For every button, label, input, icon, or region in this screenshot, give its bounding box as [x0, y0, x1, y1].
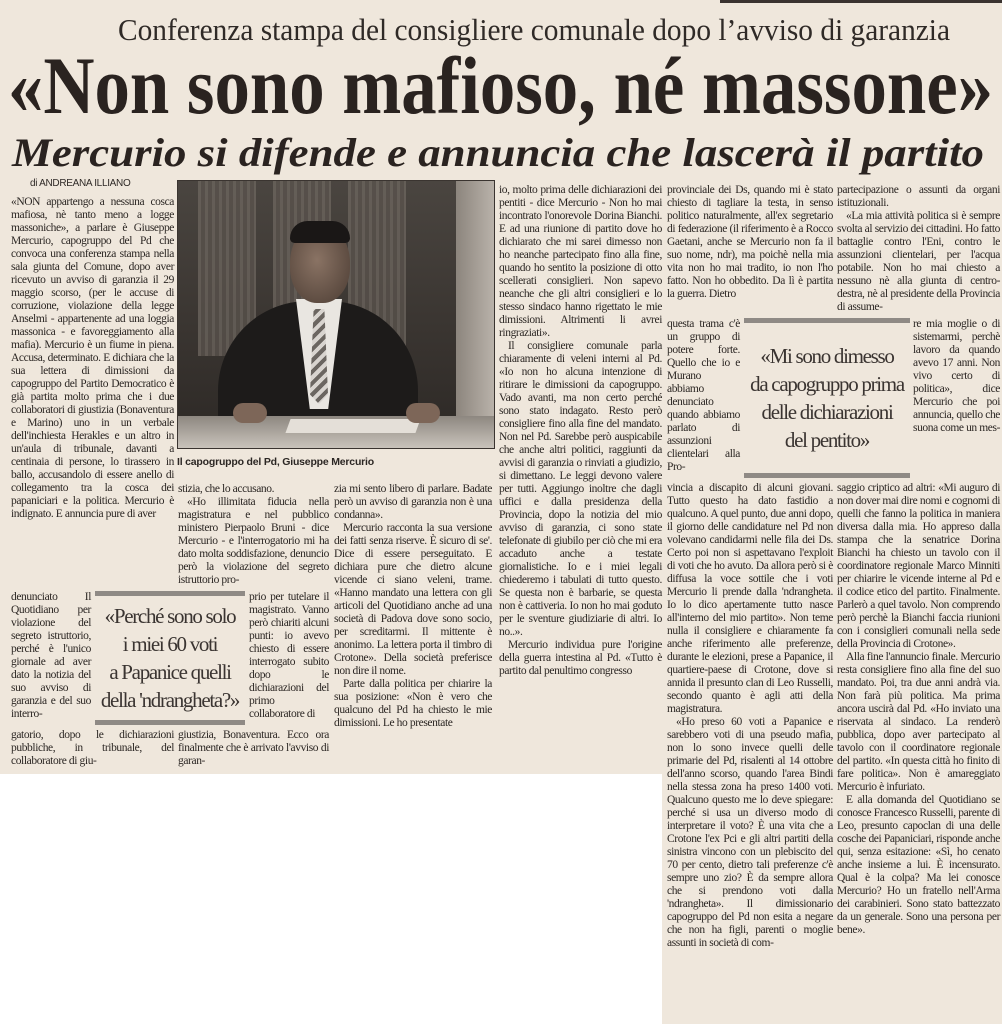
- paragraph: E alla domanda del Quotidiano se conosce Francesco Russelli, parente di Leo, presunto capoclan di una delle cosche dei Papaniciari, risponde anche qui, senza esitazione: «Sì, ho cenato anche insieme a lui. È incensurato. Qual è la colpa? Ma lei conosce Mercurio? Ho un fratello nell'Arma dei carabinieri. Sono stato battezzato da un generale. Sono una persona per bene».: [837, 794, 1000, 936]
- paragraph: «Ho illimitata fiducia nella magistratura e nel pubblico ministero Pierpaolo Bruni - dice Mercurio - e l'interrogatorio mi ha dato molta soddisfazione, denuncio però la violazione del segreto istruttorio pro-: [178, 496, 329, 586]
- paragraph: giustizia, Bonaventura. Ecco ora finalmente che è arrivato l'avviso di garan-: [178, 729, 329, 767]
- pull-quote-line: «Perché sono solo: [104, 604, 236, 628]
- column-6-narrow: [913, 318, 1000, 435]
- paragraph: Mercurio individua pure l'origine della guerra intestina al Pd. «Tutto è partito dal penultimo congresso: [499, 639, 662, 677]
- pull-quote-line: da capogruppo prima: [750, 372, 904, 396]
- pull-quote-line: delle dichiarazioni: [761, 400, 893, 424]
- paragraph: partecipazione o assunti da organi istituzionali.: [837, 184, 1000, 209]
- paragraph: io, molto prima delle dichiarazioni dei pentiti - dice Mercurio - Non ho mai incontrato l'onorevole Dorina Bianchi. E ad una riunione di partito dove ho dichiarato che mi sarei dimesso non ho neanche partecipato fino alla fine, quando ho sentito la posizione di otto scellerati consiglieri. Non sapevo neanche che gli altri consiglieri e lo stesso sindaco hanno rigettato le mie dimissioni. Altrimenti li avrei ringraziati».: [499, 184, 662, 339]
- pull-quote-line: i miei 60 voti: [122, 632, 218, 656]
- column-5-bottom: [667, 482, 833, 950]
- paragraph: Il consigliere comunale parla chiaramente di veleni interni al Pd. «Io non ho alcuna intenzione di ritirare le dimissioni da capogruppo. Vado avanti, ma non certo perché sono stato indagato. Resto però consigliere fino alla fine del mandato. Non nel Pd. Sarebbe però auspicabile che anche altri politici, raggiunti da avvisi di garanzia o rinviati a giudizio, si dimettano. Le leggi devono valere per tutti. Aggiungo inoltre che dagli uffici e dalla presidenza della Provincia, dopo la notizia del mio avviso di garanzia, ci sono state telefonate di giubilo per ciò che mi era accaduto anche a testate giornalistiche. Io e i miei legali chiederemo i tabulati di tutto questo. Se questa non è barbarie, se questa non è cattiveria. Io non ho mai goduto per le sventure giudiziarie di altri. Io no..».: [499, 340, 662, 638]
- blank-area: [0, 774, 662, 1024]
- byline: di ANDREANA ILLIANO: [30, 178, 131, 189]
- column-6-top: [837, 184, 1000, 314]
- paragraph: «La mia attività politica si è sempre svolta al servizio dei cittadini. Ho fatto battaglie contro l'Eni, contro le assunzioni clientelari, per l'acqua potabile. Non ho mai chiesto a nessuno nè alla giunta di centro-destra, nè al presidente della Provincia di assume-: [837, 210, 1000, 313]
- paragraph: prio per tutelare il magistrato. Vanno però chiariti alcuni punti: io avevo chiesto di essere interrogato subito dopo le dichiarazioni del primo collaboratore di: [249, 591, 329, 720]
- paragraph: Alla fine l'annuncio finale. Mercurio resta consigliere fino alla fine del suo mandato. Poi, tra due anni andrà via. Non farà più politica. Ma prima ancora uscirà dal Pd. «Ho inviato una riservata al sindaco. La renderò pubblica, dopo aver partecipato al tavolo con il coordinatore regionale del partito. «In questa città ho finito di fare politica». Non è amareggiato Mercurio è infuriato.: [837, 651, 1000, 793]
- pull-quote-line: «Mi sono dimesso: [760, 344, 894, 368]
- paragraph: re mia moglie o di sistemarmi, perchè lavoro da quando avevo 17 anni. Non vivo certo di politica», dice Mercurio che poi annuncia, quello che suona come un mes-: [913, 318, 1001, 434]
- article-header: [0, 0, 1002, 178]
- column-4: [499, 184, 662, 678]
- paragraph: gatorio, dopo le dichiarazioni pubbliche, in tribunale, del collaboratore di giu-: [11, 729, 174, 767]
- column-1-narrow: [11, 591, 91, 721]
- column-5-top: [667, 184, 833, 301]
- paragraph: Mercurio racconta la sua versione dei fatti senza riserve. È sicuro di se'. Dice di essere perseguitato. E dichiara pure che dietro alcune vicende ci siano veleni, trame. «Hanno mandato una lettera con gli articoli del Quotidiano anche ad una società di Padova dove sono socio, per screditarmi. Il mittente è anonimo. La lettera porta il timbro di Crotone». Della società preferisce non dire il nome.: [334, 522, 492, 677]
- pull-quote-line: del pentito»: [784, 428, 870, 452]
- paragraph: stizia, che lo accusano.: [178, 483, 275, 495]
- column-6-bottom: [837, 482, 1000, 937]
- column-2-narrow: [249, 591, 329, 721]
- paragraph: questa trama c'è un gruppo di potere forte. Quello che io e Murano abbiamo denunciato quando abbiamo parlato di assunzioni clientelari alla Pro-: [667, 318, 740, 473]
- paragraph: «Ho preso 60 voti a Papanice e sarebbero voti di una pseudo mafia, non lo sono invece quelli delle primarie del Pd, risalenti al 14 ottobre dell'anno scorso, quando l'area Bindi nella stessa zona ha preso 1400 voti. Qualcuno questo me lo deve spiegare: perché si usa un diverso modo di interpretare il voto? È una vita che a Crotone l'ex Pci e gli altri partiti della sinistra vincono con un plebiscito del 70 per cento, dietro tali preferenze c'è sempre uno zio? È da sempre allora che si prendono voti dalla 'ndrangheta». Il dimissionario capogruppo del Pd non esita a negare che non ha figli, parenti o moglie assunti in società di com-: [667, 716, 833, 949]
- paragraph: provinciale dei Ds, quando mi è stato chiesto di tagliare la testa, in senso politico naturalmente, all'ex segretario di federazione (il riferimento è a Rocco Gaetani, anche se Mercurio non fa il suo nome, ndr), ma poichè nella mia vita non ho mai tradito, io non l'ho fatto. Non ho obbedito. Da lì è partita la guerra. Dietro: [667, 184, 833, 300]
- column-2-bottom: [178, 729, 329, 768]
- column-1-bottom: [11, 729, 174, 768]
- subtitle: Mercurio si difende e annuncia che lascerà il partito: [10, 130, 984, 175]
- column-3: [334, 483, 492, 730]
- kicker: Conferenza stampa del consigliere comunale dopo l’avviso di garanzia: [118, 12, 951, 47]
- pull-quote-voti: [95, 591, 245, 725]
- paragraph: vincia a discapito di alcuni giovani. Tutto questo ha dato fastidio a qualcuno. A quel punto, due anni dopo, il giorno delle candidature nel Pd non volevano candidarmi nelle fila dei Ds. Certo poi non si aspettavano l'exploit di voti che ho avuto. Da allora però si è diffusa la voce sottile che i voti Mercurio li prende dalla 'ndrangheta. Io lo dico apertamente tutto nasce all'interno del mio partito». Non teme nulla il consigliere e chiaramente fa anche riferimento alle preferenze, durante le elezioni, prese a Papanice, il quartiere-paese di Crotone, dove si annida il presunto clan di Leo Russelli, secondo quanto è agli atti della magistratura.: [667, 482, 833, 715]
- photo-caption: Il capogruppo del Pd, Giuseppe Mercurio: [177, 456, 374, 468]
- pull-quote-line: a Papanice quelli: [109, 660, 231, 684]
- photo-giuseppe-mercurio: [177, 180, 495, 449]
- paragraph: Parte dalla politica per chiarire la sua posizione: «Non è vero che qualcuno del Pd ha chiesto le mie dimissioni. Le ho presentate: [334, 678, 492, 729]
- headline: «Non sono mafioso, né massone»: [8, 40, 993, 131]
- paragraph: zia mi sento libero di parlare. Badate però un avviso di garanzia non è una condanna».: [334, 483, 492, 521]
- column-5-narrow: [667, 318, 740, 474]
- paragraph: denunciato Il Quotidiano per violazione del segreto istruttorio, perché è l'unico giornale ad aver dato la notizia del suo avviso di garanzia e del suo interro-: [11, 591, 91, 720]
- pull-quote-line: della 'ndrangheta?»: [100, 688, 240, 712]
- paragraph: saggio criptico ad altri: «Mi auguro di non dover mai dire nomi e cognomi di quelli che fanno la politica in maniera diversa dalla mia. Ho appreso dalla stampa che la senatrice Dorina Bianchi ha chiesto un tavolo con il coordinatore regionale Marco Minniti per chiarire le vicende interne al Pd e il codice etico del partito. Finalmente. Parlerò a quel tavolo. Non comprendo però perchè la Bianchi faccia riunioni con i consiglieri comunali nella sede della Provincia di Crotone».: [837, 482, 1000, 650]
- paragraph: «NON appartengo a nessuna cosca mafiosa, nè tanto meno a logge massoniche», a parlare è Giuseppe Mercurio, capogruppo del Pd che convoca una conferenza stampa nella sala giunta del Comune, dopo aver ricevuto un avviso di garanzia il 29 maggio scorso, (per le accuse di corruzione, violazione della legge Anselmi - appartenente ad una loggia massonica - e favoreggiamento alla mafia). Mercurio è un fiume in piena. Accusa, determinato. E dichiara che la sua lettera di dimissioni da capogruppo del Partito Democratico è già partita molto prima che i due collaboratori di giustizia (Bonaventura e Marino) uno in un verbale dell'inchiesta Herakles e un altro in un'aula di tribunale, davanti a centinaia di persone, lo tirassero in ballo, accusandolo di essere anello di collegamento tra la cosca dei papaniciari e la politica. Mercurio è indignato. E annuncia pure di aver: [11, 196, 174, 520]
- pull-quote-dimesso: [744, 318, 910, 478]
- column-2-top: [178, 483, 329, 587]
- column-1-top: [11, 196, 174, 521]
